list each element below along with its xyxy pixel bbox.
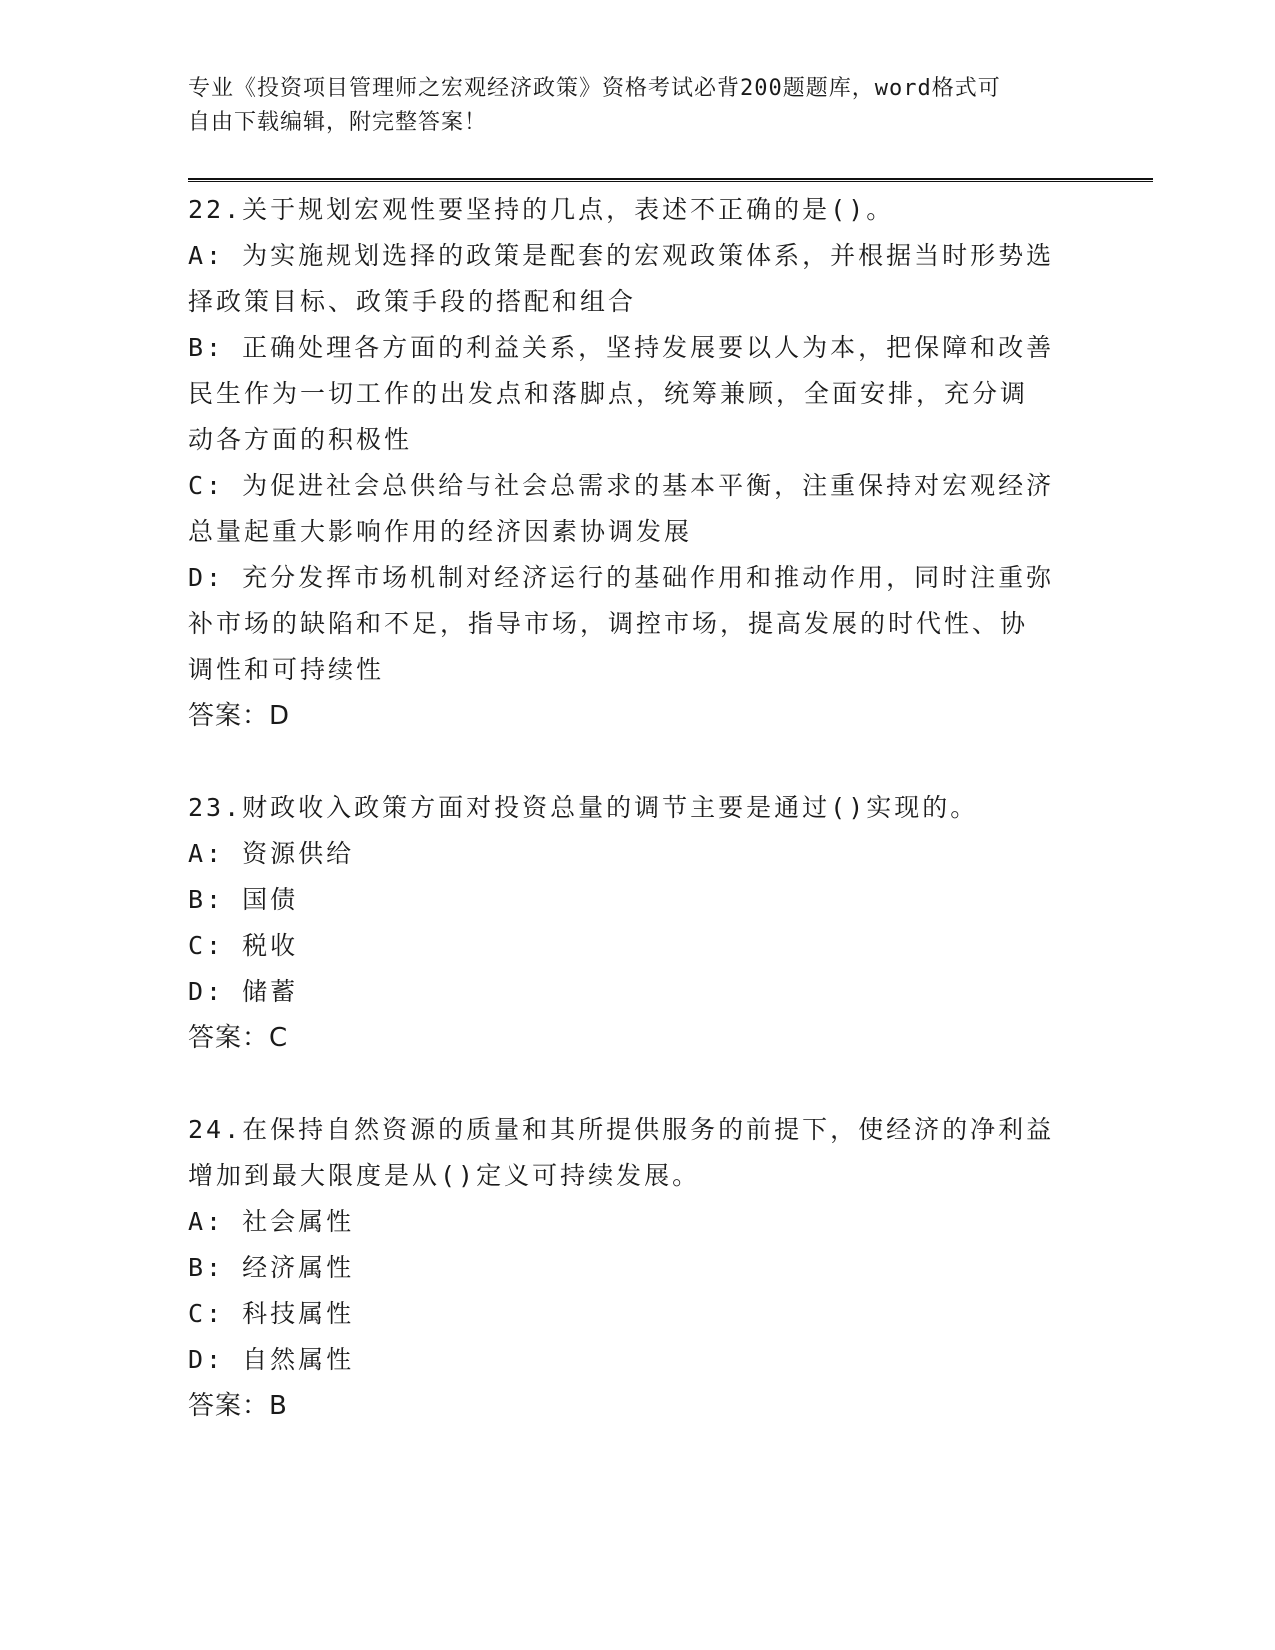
question-24 bbox=[188, 1107, 1068, 1429]
option-c-cont: 总量起重大影响作用的经济因素协调发展 bbox=[188, 517, 693, 546]
option-b: B: 国债 bbox=[188, 885, 299, 914]
answer-label: 答案：C bbox=[188, 1023, 289, 1053]
option-a: A: 社会属性 bbox=[188, 1207, 355, 1236]
answer-label: 答案：B bbox=[188, 1391, 288, 1421]
option-d: D: 储蓄 bbox=[188, 977, 299, 1006]
question-stem: 23.财政收入政策方面对投资总量的调节主要是通过()实现的。 bbox=[188, 793, 979, 822]
option-a: A: 为实施规划选择的政策是配套的宏观政策体系，并根据当时形势选 bbox=[188, 241, 1055, 270]
question-stem: 24.在保持自然资源的质量和其所提供服务的前提下，使经济的净利益 bbox=[188, 1115, 1055, 1144]
option-c: C: 税收 bbox=[188, 931, 299, 960]
option-d: D: 自然属性 bbox=[188, 1345, 355, 1374]
header-divider bbox=[188, 178, 1153, 182]
option-d-cont: 补市场的缺陷和不足，指导市场，调控市场，提高发展的时代性、协 bbox=[188, 609, 1029, 638]
option-a-cont: 择政策目标、政策手段的搭配和组合 bbox=[188, 287, 637, 316]
question-stem-cont: 增加到最大限度是从()定义可持续发展。 bbox=[188, 1161, 701, 1190]
header-line-2: 自由下载编辑，附完整答案！ bbox=[188, 110, 488, 135]
option-b-cont: 动各方面的积极性 bbox=[188, 425, 413, 454]
spacer bbox=[188, 739, 1068, 785]
option-a: A: 资源供给 bbox=[188, 839, 355, 868]
question-22 bbox=[188, 187, 1068, 739]
document-header bbox=[188, 72, 1068, 140]
question-stem: 22.关于规划宏观性要坚持的几点，表述不正确的是()。 bbox=[188, 195, 895, 224]
option-c: C: 科技属性 bbox=[188, 1299, 355, 1328]
option-b: B: 经济属性 bbox=[188, 1253, 355, 1282]
header-line-1: 专业《投资项目管理师之宏观经济政策》资格考试必背200题题库，word格式可 bbox=[188, 76, 1001, 101]
option-d-cont: 调性和可持续性 bbox=[188, 655, 385, 684]
option-d: D: 充分发挥市场机制对经济运行的基础作用和推动作用，同时注重弥 bbox=[188, 563, 1055, 592]
question-list bbox=[188, 187, 1068, 1429]
option-c: C: 为促进社会总供给与社会总需求的基本平衡，注重保持对宏观经济 bbox=[188, 471, 1055, 500]
question-23 bbox=[188, 785, 1068, 1061]
option-b-cont: 民生作为一切工作的出发点和落脚点，统筹兼顾，全面安排，充分调 bbox=[188, 379, 1029, 408]
option-b: B: 正确处理各方面的利益关系，坚持发展要以人为本，把保障和改善 bbox=[188, 333, 1055, 362]
answer-label: 答案：D bbox=[188, 701, 291, 731]
spacer bbox=[188, 1061, 1068, 1107]
